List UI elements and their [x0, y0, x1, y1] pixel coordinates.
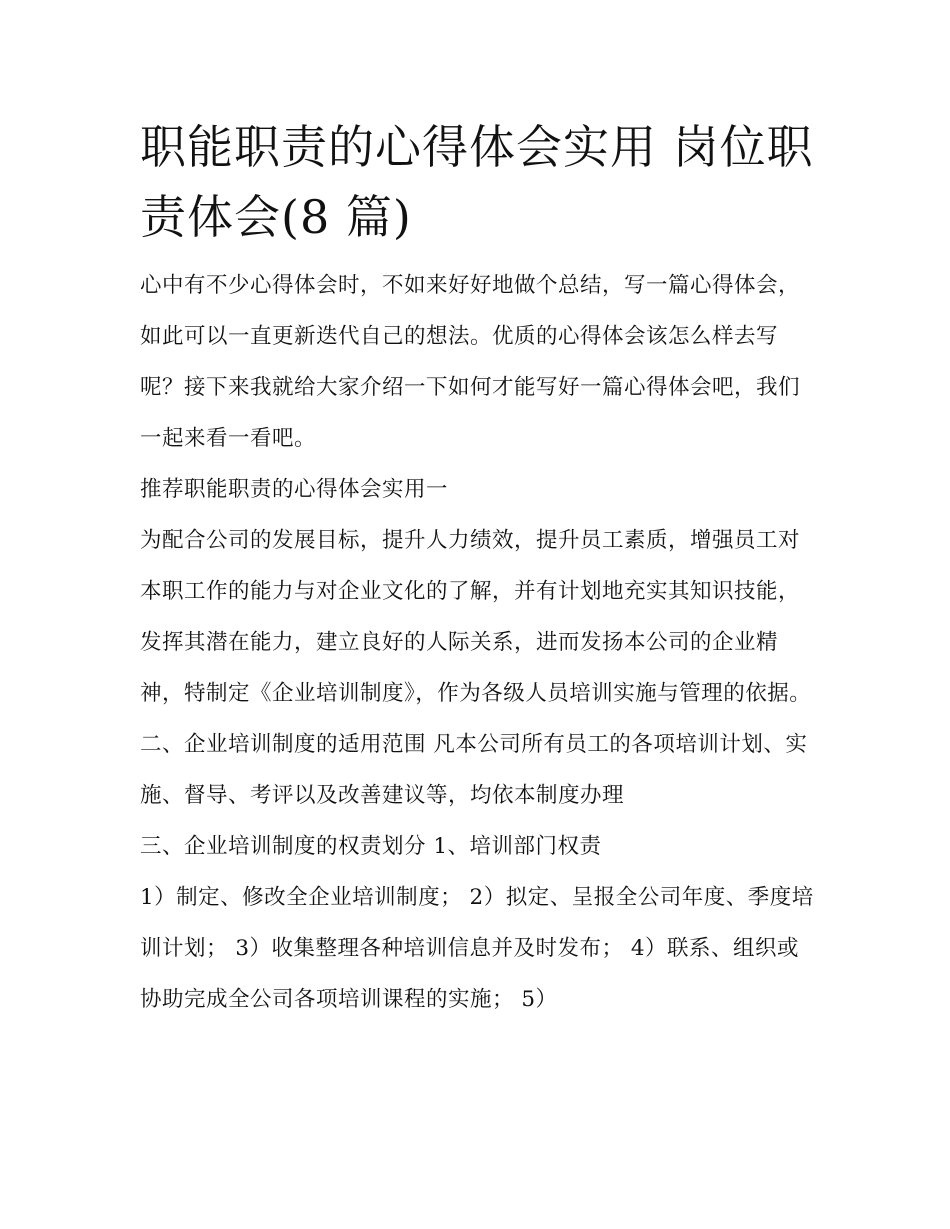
intro-paragraph: 心中有不少心得体会时，不如来好好地做个总结，写一篇心得体会，如此可以一直更新迭代自己的想法。优质的心得体会该怎么样去写呢？接下来我就给大家介绍一下如何才能写好一篇心得体会吧，我们一起来看一看吧。	[140, 273, 801, 451]
section-heading: 推荐职能职责的心得体会实用一	[140, 477, 449, 502]
document-page	[140, 112, 820, 1025]
document-title: 职能职责的心得体会实用 岗位职责体会(8 篇)	[140, 120, 814, 244]
responsibility-heading: 三、企业培训制度的权责划分 1、培训部门权责	[140, 834, 602, 859]
scope-paragraph: 二、企业培训制度的适用范围 凡本公司所有员工的各项培训计划、实施、督导、考评以及改善建议等，均依本制度办理	[140, 732, 808, 808]
responsibility-list: 1）制定、修改全企业培训制度； 2）拟定、呈报全公司年度、季度培训计划； 3）收集整理各种培训信息并及时发布； 4）联系、组织或协助完成全公司各项培训课程的实施； 5）	[140, 885, 814, 1012]
purpose-paragraph: 为配合公司的发展目标，提升人力绩效，提升员工素质，增强员工对本职工作的能力与对企业文化的了解，并有计划地充实其知识技能，发挥其潜在能力，建立良好的人际关系，进而发扬本公司的企业精神，特制定《企业培训制度》，作为各级人员培训实施与管理的依据。	[140, 528, 812, 706]
